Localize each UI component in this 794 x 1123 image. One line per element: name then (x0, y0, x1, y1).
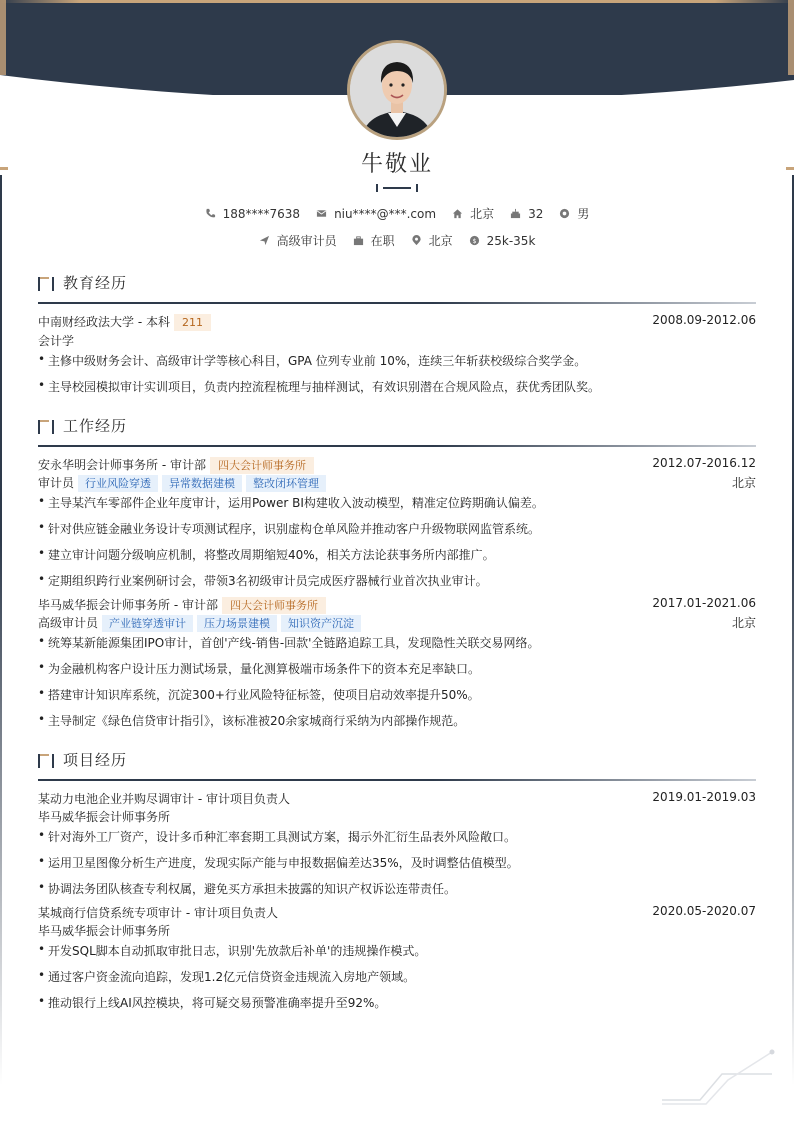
contact-row (0, 205, 794, 222)
status-item (353, 232, 395, 249)
position-item (259, 232, 337, 249)
section-mark-icon (38, 420, 56, 434)
gender-text: 男 (577, 207, 590, 221)
candidate-name: 牛敬业 (360, 152, 433, 177)
list-item: • 主导校园模拟审计实训项目，负责内控流程梳理与抽样测试，有效识别潜在合规风险点，获优秀团队奖。 (38, 378, 756, 395)
target-city-text: 北京 (428, 234, 453, 248)
briefcase-icon (353, 235, 364, 246)
location-text: 北京 (470, 207, 495, 221)
job-subheader (38, 474, 756, 492)
section-mark-icon (38, 277, 56, 291)
money-icon (469, 235, 480, 246)
phone-text: 188****7638 (222, 206, 301, 221)
age-item (510, 207, 543, 221)
list-item: • 推动银行上线AI风控模块，将可疑交易预警准确率提升至92%。 (38, 994, 756, 1011)
name-divider (376, 182, 418, 194)
education-tag: 211 (174, 314, 211, 331)
list-item: • 运用卫星图像分析生产进度，发现实际产能与申报数据偏差达35%，及时调整估值模型。 (38, 854, 756, 871)
salary-text: 25k-35k (486, 233, 536, 248)
avatar-photo (350, 43, 444, 137)
skill-tag: 行业风险穿透 (78, 475, 158, 492)
work-title: 工作经历 (63, 417, 128, 435)
list-item: • 主修中级财务会计、高级审计学等核心科目，GPA 位列专业前 10%，连续三年斩获校级综合奖学金。 (38, 352, 756, 369)
home-icon (452, 208, 463, 219)
send-icon (259, 235, 270, 246)
job-title: 审计员 (38, 476, 75, 490)
list-item: • 主导制定《绿色信贷审计指引》，该标准被20余家城商行采纳为内部操作规范。 (38, 712, 756, 729)
job-tag: 四大会计师事务所 (210, 457, 314, 474)
list-item: • 为金融机构客户设计压力测试场景，量化测算极端市场条件下的资本充足率缺口。 (38, 660, 756, 677)
job-tag: 四大会计师事务所 (222, 597, 326, 614)
education-title: 教育经历 (63, 274, 128, 292)
skill-tag: 知识资产沉淀 (281, 615, 361, 632)
cake-icon (510, 208, 521, 219)
project-header (38, 904, 756, 921)
target-city-item (411, 232, 453, 249)
job-city: 北京 (731, 616, 756, 630)
job-company: 安永华明会计师事务所 - 审计部 (38, 458, 206, 472)
section-mark-icon (38, 754, 56, 768)
list-item: • 针对供应链金融业务设计专项测试程序，识别虚构仓单风险并推动客户升级物联网监管系统。 (38, 520, 756, 537)
mail-icon (316, 208, 327, 219)
project-title: 项目经历 (63, 751, 128, 769)
list-item: • 搭建审计知识库系统，沉淀300+行业风险特征标签，使项目启动效率提升50%。 (38, 686, 756, 703)
project-header (38, 790, 756, 807)
project-org: 毕马威华振会计师事务所 (38, 810, 171, 824)
gender-icon (559, 208, 570, 219)
job-title: 高级审计员 (38, 616, 99, 630)
position-text: 高级审计员 (276, 234, 337, 248)
salary-item (469, 234, 536, 248)
phone-item (205, 207, 300, 221)
list-item: • 统筹某新能源集团IPO审计，首创'产线-销售-回款'全链路追踪工具，发现隐性关联交易网络。 (38, 634, 756, 651)
location-item (452, 205, 494, 222)
list-item: • 建立审计问题分级响应机制，将整改周期缩短40%，相关方法论获事务所内部推广。 (38, 546, 756, 563)
section-divider (38, 779, 756, 781)
list-item: • 定期组织跨行业案例研讨会，带领3名初级审计员完成医疗器械行业首次执业审计。 (38, 572, 756, 589)
email-item (316, 207, 436, 221)
project-org: 毕马威华振会计师事务所 (38, 924, 171, 938)
skill-tag: 压力场景建模 (197, 615, 277, 632)
svg-text:$: $ (472, 236, 477, 245)
location-icon (411, 235, 422, 246)
skill-tag: 产业链穿透审计 (102, 615, 193, 632)
avatar (347, 40, 447, 140)
job-header (38, 456, 756, 474)
section-divider (38, 445, 756, 447)
left-side-rule (0, 175, 2, 1085)
project-section-header (38, 745, 756, 775)
job-subheader (38, 614, 756, 632)
list-item: • 通过客户资金流向追踪，发现1.2亿元信贷资金违规流入房地产领域。 (38, 968, 756, 985)
gender-item (559, 205, 589, 222)
project-date: 2019.01-2019.03 (652, 790, 756, 804)
job-header (38, 596, 756, 614)
age-text: 32 (528, 206, 544, 221)
education-header (38, 313, 756, 331)
project-name: 某城商行信贷系统专项审计 - 审计项目负责人 (38, 906, 278, 920)
corner-decoration (660, 1048, 780, 1108)
job-company: 毕马威华振会计师事务所 - 审计部 (38, 598, 218, 612)
section-divider (38, 302, 756, 304)
list-item: • 针对海外工厂资产，设计多币种汇率套期工具测试方案，揭示外汇衍生品表外风险敞口。 (38, 828, 756, 845)
skill-tag: 异常数据建模 (162, 475, 242, 492)
status-text: 在职 (370, 234, 395, 248)
project-name: 某动力电池企业并购尽调审计 - 审计项目负责人 (38, 792, 290, 806)
job-date: 2012.07-2016.12 (652, 456, 756, 470)
job-city: 北京 (731, 476, 756, 490)
list-item: • 开发SQL脚本自动抓取审批日志，识别'先放款后补单'的违规操作模式。 (38, 942, 756, 959)
job-intent-row (0, 232, 794, 249)
skill-tag: 整改闭环管理 (246, 475, 326, 492)
project-date: 2020.05-2020.07 (652, 904, 756, 918)
phone-icon (205, 208, 216, 219)
list-item: • 协调法务团队核查专利权属，避免买方承担未披露的知识产权诉讼连带责任。 (38, 880, 756, 897)
education-date: 2008.09-2012.06 (652, 313, 756, 327)
list-item: • 主导某汽车零部件企业年度审计，运用Power BI构建收入波动模型，精准定位跨期确认偏差。 (38, 494, 756, 511)
work-section-header (38, 411, 756, 441)
education-school: 中南财经政法大学 - 本科 (38, 315, 170, 329)
job-date: 2017.01-2021.06 (652, 596, 756, 610)
education-section-header (38, 268, 756, 298)
email-text: niu****@***.com (334, 206, 437, 221)
education-major: 会计学 (38, 334, 75, 348)
